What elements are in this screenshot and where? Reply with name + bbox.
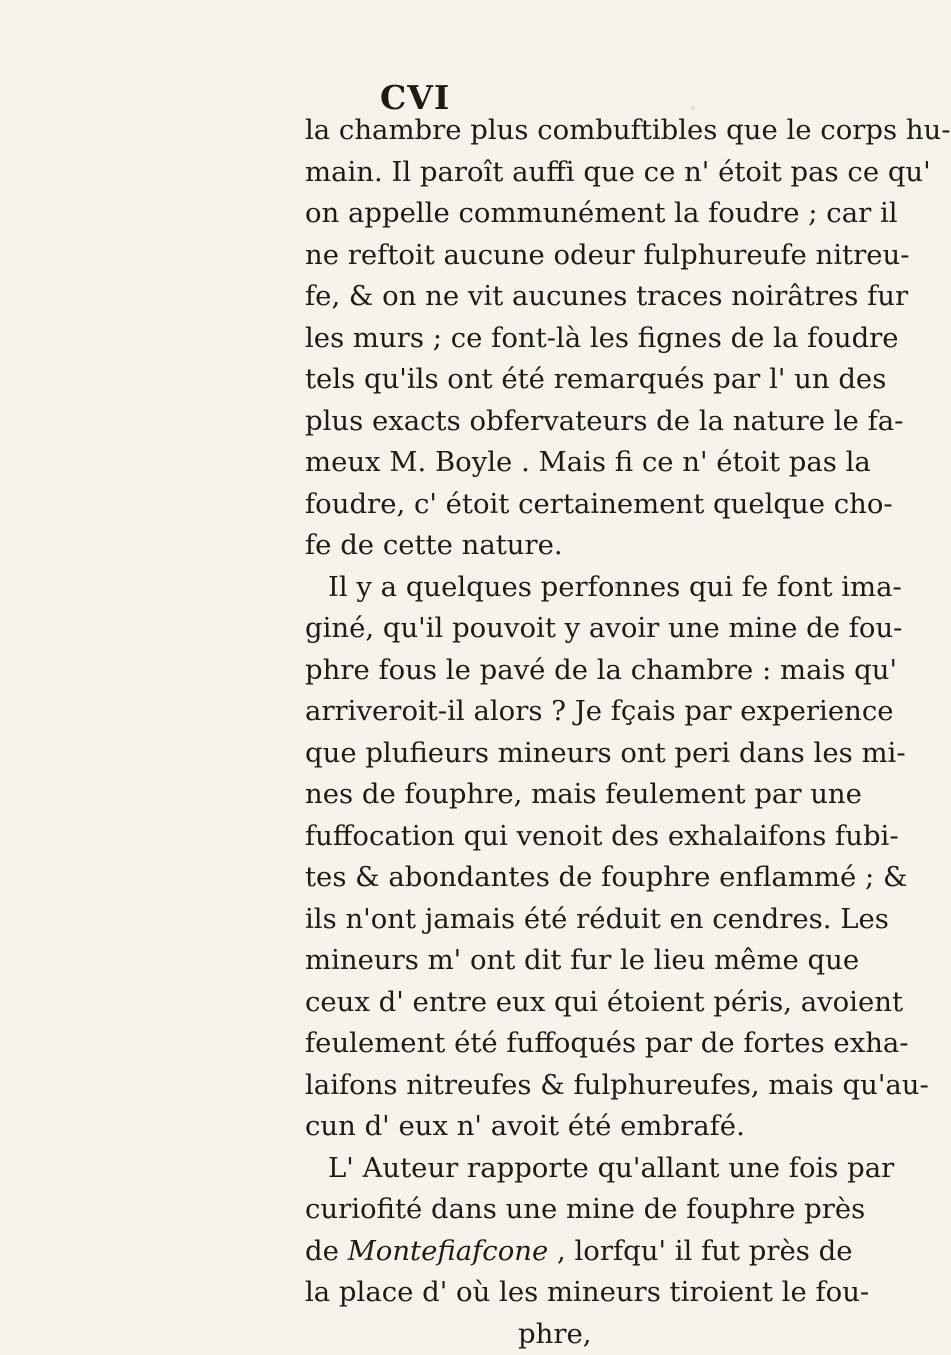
text-line: fe, & on ne vit aucunes traces noirâtres fur [305, 276, 908, 318]
text-line: tes & abondantes de fouphre enflammé ; & [305, 857, 907, 899]
text-line: arriveroit-il alors ? Je fçais par experience [305, 691, 894, 733]
text-line: ils n'ont jamais été réduit en cendres. Les [305, 899, 889, 941]
text-line: ne reftoit aucune odeur fulphureufe nitreu- [305, 235, 910, 277]
text-line: main. Il paroît auffi que ce n' étoit pas ce qu' [305, 152, 931, 194]
text-line: ceux d' entre eux qui étoient péris, avoient [305, 982, 903, 1024]
text-segment: de [305, 1235, 348, 1267]
text-line: feulement été fuffoqués par de fortes exha- [305, 1023, 909, 1065]
text-line: les murs ; ce font-là les fignes de la foudre [305, 318, 899, 360]
text-line: foudre, c' étoit certainement quelque cho- [305, 484, 893, 526]
text-line: phre, [518, 1314, 591, 1355]
text-line: la place d' où les mineurs tiroient le fou- [305, 1272, 869, 1314]
page-header: CVI [380, 78, 450, 117]
text-line: curiofité dans une mine de fouphre près [305, 1189, 865, 1231]
text-line: que plufieurs mineurs ont peri dans les mi- [305, 733, 906, 775]
paper-speck [614, 583, 620, 589]
paper-speck [691, 106, 695, 110]
text-line: tels qu'ils ont été remarqués par l' un des [305, 359, 886, 401]
text-line: phre fous le pavé de la chambre : mais qu' [305, 650, 897, 692]
text-segment: , lorfqu' il fut près de [548, 1235, 852, 1267]
place-name-italic: Montefiafcone [348, 1235, 549, 1267]
text-line: mineurs m' ont dit fur le lieu même que [305, 940, 859, 982]
text-line: la chambre plus combuftibles que le corps hu- [305, 110, 951, 152]
text-line-with-italic [305, 1231, 853, 1273]
text-line: fuffocation qui venoit des exhalaifons fubi- [305, 816, 899, 858]
text-line: cun d' eux n' avoit été embrafé. [305, 1106, 745, 1148]
text-line: plus exacts obfervateurs de la nature le fa- [305, 401, 903, 443]
text-line: giné, qu'il pouvoit y avoir une mine de fou- [305, 608, 902, 650]
text-line: Il y a quelques perfonnes qui fe font ima- [328, 567, 902, 609]
text-line: meux M. Boyle . Mais fi ce n' étoit pas la [305, 442, 871, 484]
text-line: on appelle communément la foudre ; car il [305, 193, 898, 235]
text-line: fe de cette nature. [305, 525, 563, 567]
text-line: L' Auteur rapporte qu'allant une fois par [328, 1148, 894, 1190]
text-line: laifons nitreufes & fulphureufes, mais qu'au- [305, 1065, 929, 1107]
text-line: nes de fouphre, mais feulement par une [305, 774, 862, 816]
